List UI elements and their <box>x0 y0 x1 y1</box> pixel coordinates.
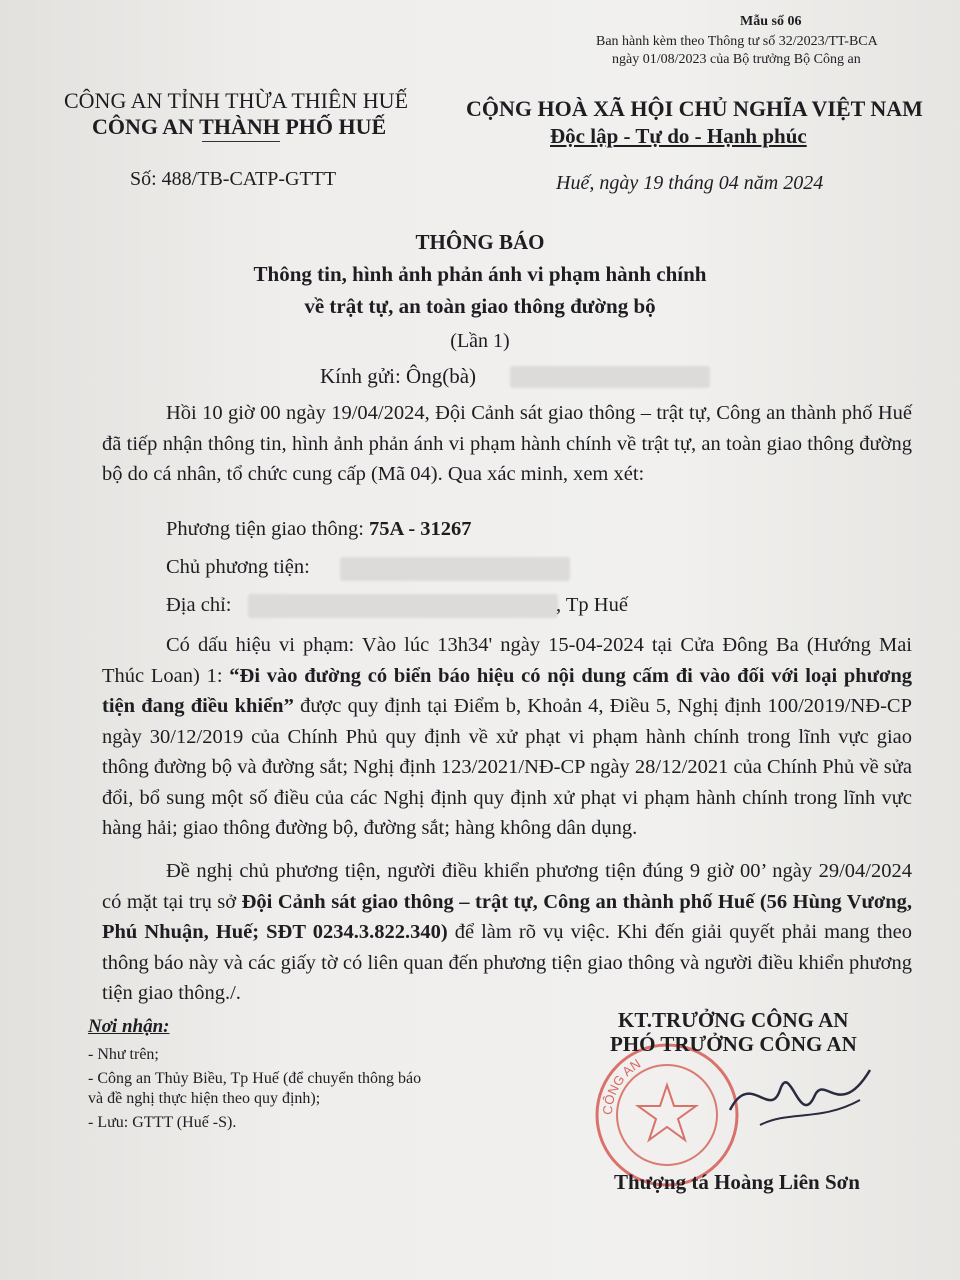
doc-subtitle-1: Thông tin, hình ảnh phản ánh vi phạm hành chính <box>253 262 707 286</box>
violation-intro: Có dấu hiệu vi phạm: Vào lúc 13h34' ngày 15-04-2024 tại Cửa Đông Ba (Hướng Mai Thúc Loan) 1: <box>102 634 912 687</box>
national-motto: Độc lập - Tự do - Hạnh phúc <box>550 124 807 148</box>
violation-legal-basis: được quy định tại Điểm b, Khoản 4, Điều 5, Nghị định 100/2019/NĐ-CP ngày 30/12/2019 của Chính Phủ quy định về xử phạt vi phạm hành chính trong lĩnh vực giao thông đường bộ và đường sắt; Nghị định 123/2021/NĐ-CP ngày 28/12/2021 của Chính Phủ về sửa đổi, bổ sung một số điều của các Nghị định quy định xử phạt vi phạm hành chính trong lĩnh vực hàng hải; giao thông đường bộ, đường sắt; hàng không dân dụng. <box>102 695 912 839</box>
vehicle-plate: 75A - 31267 <box>369 518 472 540</box>
agency-name: CÔNG AN THÀNH PHỐ HUẾ <box>92 114 387 139</box>
recipients-heading: Nơi nhận: <box>88 1016 170 1037</box>
redacted-name <box>510 366 710 388</box>
recipient-item: - Lưu: GTTT (Huế -S). <box>88 1114 237 1131</box>
document-number: Số: 488/TB-CATP-GTTT <box>130 168 337 190</box>
address-label: Địa chỉ: <box>166 594 232 616</box>
signer-name: Thượng tá Hoàng Liên Sơn <box>614 1170 860 1194</box>
form-number: Mẫu số 06 <box>740 14 802 29</box>
redacted-owner <box>340 557 570 581</box>
seal-text: CÔNG AN <box>599 1055 644 1116</box>
agency-parent: CÔNG AN TỈNH THỪA THIÊN HUẾ <box>64 88 409 113</box>
violation-description: “Đi vào đường có biển báo hiệu có nội dung cấm đi vào đối với loại phương tiện đang điều khiển” <box>102 664 913 717</box>
address-suffix: , Tp Huế <box>556 594 628 616</box>
doc-title: THÔNG BÁO <box>415 230 545 254</box>
redacted-address <box>248 594 558 618</box>
vehicle-line <box>166 518 472 541</box>
paragraph-intro: Hồi 10 giờ 00 ngày 19/04/2024, Đội Cảnh sát giao thông – trật tự, Công an thành phố Huế đã tiếp nhận thông tin, hình ảnh phản ánh vi phạm hành chính về trật tự, an toàn giao thông đường bộ do cá nhân, tổ chức cung cấp (Mã 04). Qua xác minh, xem xét: <box>102 402 912 485</box>
notice-round: (Lần 1) <box>450 330 510 352</box>
request-office: Đội Cảnh sát giao thông – trật tự, Công an thành phố Huế (56 Hùng Vương, Phú Nhuận, Huế; SĐT 0234.3.822.340) <box>102 890 912 943</box>
agency-underline <box>202 141 280 142</box>
vehicle-label: Phương tiện giao thông: <box>166 518 370 540</box>
recipient-item: và đề nghị thực hiện theo quy định); <box>88 1090 321 1107</box>
recipient-item: - Công an Thủy Biều, Tp Huế (để chuyển thông báo <box>88 1070 422 1087</box>
signature-title-1: KT.TRƯỞNG CÔNG AN <box>618 1008 849 1032</box>
issued-with: Ban hành kèm theo Thông tư số 32/2023/TT-BCA <box>596 34 878 49</box>
address-line <box>166 594 231 617</box>
paragraph-violation <box>102 630 912 844</box>
owner-label: Chủ phương tiện: <box>166 556 310 578</box>
signature-scribble-icon <box>720 1050 880 1140</box>
request-closing: để làm rõ vụ việc. Khi đến giải quyết phải mang theo thông báo này và các giấy tờ có liên quan đến phương tiện giao thông và người điều khiển phương tiện giao thông./. <box>102 921 912 1004</box>
paragraph-request <box>102 856 912 1009</box>
doc-subtitle-2: về trật tự, an toàn giao thông đường bộ <box>304 294 656 318</box>
place-date: Huế, ngày 19 tháng 04 năm 2024 <box>556 172 824 194</box>
signature-title-2: PHÓ TRƯỞNG CÔNG AN <box>610 1032 857 1056</box>
greeting: Kính gửi: Ông(bà) <box>320 364 477 388</box>
nation-title: CỘNG HOÀ XÃ HỘI CHỦ NGHĨA VIỆT NAM <box>466 96 923 121</box>
owner-line <box>166 556 310 579</box>
recipient-item: - Như trên; <box>88 1046 159 1063</box>
request-intro: Đề nghị chủ phương tiện, người điều khiển phương tiện đúng 9 giờ 00’ ngày 29/04/2024 có mặt tại trụ sở <box>102 860 912 913</box>
issued-date: ngày 01/08/2023 của Bộ trưởng Bộ Công an <box>612 52 861 67</box>
